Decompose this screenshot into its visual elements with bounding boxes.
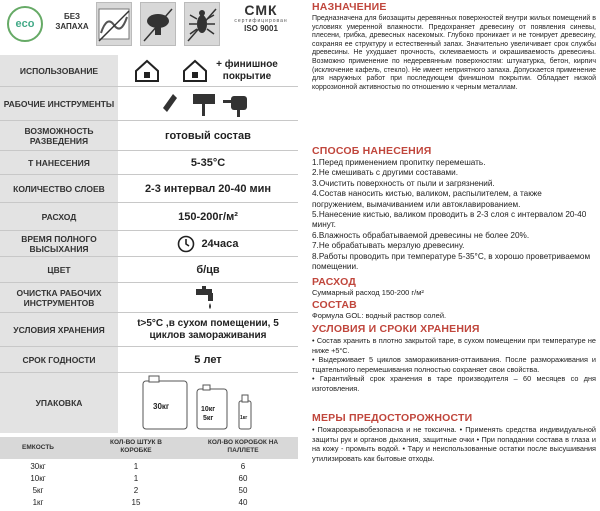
containers-icon — [133, 375, 283, 431]
prop-label: УПАКОВКА — [0, 373, 118, 433]
list-item: 4.Состав наносить кистью, валиком, распылителем, а также погружением, вымачиванием или автоклавированием. — [312, 189, 542, 209]
list-item: • Выдерживает 5 циклов замораживания-оттаивания. После размораживания и тщательного перемешивания полностью сохраняет свои свойства. — [312, 355, 596, 374]
heading-storage: УСЛОВИЯ И СРОКИ ХРАНЕНИЯ — [312, 323, 480, 335]
right-column — [312, 0, 596, 511]
prop-row-consumption — [0, 203, 298, 231]
prop-row-tools — [0, 87, 298, 121]
container-5kg-label: 5кг — [203, 415, 214, 422]
prop-label: ИСПОЛЬЗОВАНИЕ — [0, 55, 118, 86]
drying-value: 24часа — [201, 237, 239, 250]
prop-value — [118, 87, 298, 120]
prop-label: T НАНЕСЕНИЯ — [0, 151, 118, 174]
prop-label: РАСХОД — [0, 203, 118, 230]
consumption-text: Суммарный расход 150-200 г/м² — [312, 288, 424, 297]
container-30kg-label: 30кг — [153, 402, 170, 411]
prop-label: ОЧИСТКА РАБОЧИХ ИНСТРУМЕНТОВ — [0, 283, 118, 312]
heading-method: СПОСОБ НАНЕСЕНИЯ — [312, 145, 432, 157]
table-row: 30кг 1 6 — [30, 462, 246, 471]
heading-composition: СОСТАВ — [312, 299, 357, 311]
table-row: 1кг 15 40 — [32, 498, 248, 507]
prop-label: СРОК ГОДНОСТИ — [0, 347, 118, 372]
list-item: • Гарантийный срок хранения в таре производителя – 60 месяцев со дня изготовления. — [312, 374, 596, 393]
house-icon-2 — [182, 59, 208, 83]
no-smell-badge: БЕЗ ЗАПАХА — [55, 12, 89, 31]
eco-badge — [3, 2, 45, 46]
header-capacity: ЕМКОСТЬ — [22, 444, 54, 451]
list-item: 7.Не обрабатывать мерзлую древесину. — [312, 241, 465, 251]
smk-sub-label: сертифицирован — [234, 18, 288, 24]
composition-text: Формула GOL: водный раствор солей. — [312, 311, 447, 320]
list-item: 8.Работы проводить при температуре 5-35°С, в хорошо проветриваемом помещении. — [312, 251, 591, 272]
iso-label: ISO 9001 — [244, 24, 278, 33]
insect-icon — [184, 2, 220, 46]
tools-icon — [153, 90, 263, 118]
badges-row — [0, 0, 298, 48]
prop-label: ВРЕМЯ ПОЛНОГО ВЫСЫХАНИЯ — [0, 231, 118, 256]
usage-value: + финишное покрытие — [216, 58, 278, 82]
prop-value: б/цв — [196, 263, 220, 276]
eco-leaf-icon — [7, 6, 43, 42]
water-tap-icon — [193, 285, 223, 311]
prop-value: 150-200г/м² — [178, 210, 238, 223]
prop-label: УСЛОВИЯ ХРАНЕНИЯ — [0, 313, 118, 346]
clock-icon — [177, 235, 195, 253]
storage-list — [312, 336, 596, 394]
container-1kg-label: 1кг — [240, 415, 248, 421]
header-pieces-per-box: КОЛ-ВО ШТУК В КОРОБКЕ — [110, 439, 162, 454]
list-item: 3.Очистить поверхность от пыли и загрязнений. — [312, 178, 495, 188]
prop-row-dilution — [0, 121, 298, 151]
list-item: • Состав хранить в плотно закрытой таре, в сухом помещении при температуре не ниже +5°С. — [312, 336, 596, 355]
mold-wood-icon — [96, 2, 132, 46]
heading-consumption: РАСХОД — [312, 276, 357, 288]
packing-table-header — [0, 437, 298, 459]
list-item: 6.Влажность обрабатываемой древесины не более 20%. — [312, 230, 530, 240]
prop-value: 5 лет — [194, 353, 222, 366]
prop-value — [118, 283, 298, 312]
prop-row-storage — [0, 313, 298, 347]
prop-value: 2-3 интервал 20-40 мин — [144, 182, 272, 195]
prop-label: КОЛИЧЕСТВО СЛОЕВ — [0, 175, 118, 202]
list-item: 1.Перед применением пропитку перемешать. — [312, 158, 486, 167]
prop-value — [118, 231, 298, 256]
heading-purpose: НАЗНАЧЕНИЕ — [312, 1, 387, 13]
prop-label: РАБОЧИЕ ИНСТРУМЕНТЫ — [0, 87, 118, 120]
prop-value — [118, 373, 298, 433]
prop-row-cleaning — [0, 283, 298, 313]
prop-label: ВОЗМОЖНОСТЬ РАЗВЕДЕНИЯ — [0, 121, 118, 150]
prop-row-layers — [0, 175, 298, 203]
table-row: 5кг 2 50 — [32, 486, 248, 495]
heading-safety: МЕРЫ ПРЕДОСТОРОЖНОСТИ — [312, 412, 473, 424]
safety-text: • Пожаровзрывобезопасна и не токсична. • Применять средства индивидуальной защиты рук и органов дыхания, защитные очки • При попадании состава в глаза и на кожу - промыть водой. • Тару и неиспользованные остатки после высушивания утилизировать как бытовые отходы. — [312, 425, 596, 463]
header-boxes-per-pallet: КОЛ-ВО КОРОБОК НА ПАЛЛЕТЕ — [207, 439, 279, 454]
list-item: 2.Не смешивать с другими составами. — [312, 168, 458, 178]
prop-value — [118, 55, 298, 86]
prop-value: t>5°С ,в сухом помещении, 5 циклов замораживания — [137, 317, 279, 341]
list-item: 5.Нанесение кистью, валиком проводить в 2-3 слоя с интервалом 20-40 минут. — [312, 210, 587, 230]
smk-label: СМК — [244, 2, 278, 18]
smk-iso-badge — [230, 2, 292, 46]
prop-row-temperature — [0, 151, 298, 175]
container-10kg-label: 10кг — [201, 406, 216, 413]
table-row: 10кг 1 60 — [30, 474, 248, 483]
prop-row-drying — [0, 231, 298, 257]
fungus-icon — [140, 2, 176, 46]
method-list — [312, 158, 596, 272]
left-column — [0, 0, 298, 511]
eco-label: eco — [15, 18, 35, 30]
prop-value: готовый состав — [165, 129, 251, 142]
purpose-text: Предназначена для биозащиты деревянных поверхностей внутри жилых помещений в условиях умеренной влажности. Предохраняет древесину от появления синевы, плесени, грибка, древесных насекомых. Глубоко проникает и не тонирует древесину, сохраняя ее структуру и естественный запах. Значительно увеличивает срок службы древесины. Не ухудшает прочность, склеиваемость и окрашиваемость древесины. Возможно применение по недеревянным поверхностям: штукатурка, бетон, кирпич (исключение кафель, стекло). Не имеет неприятного запаха. Допускается применение для наружных работ при последующем финишном покрытии. Обладает низкой коррозионной активностью по отношению к черным металлам. — [312, 15, 596, 91]
prop-row-packaging — [0, 373, 298, 433]
prop-row-shelf-life — [0, 347, 298, 373]
house-icon — [134, 59, 160, 83]
prop-row-color — [0, 257, 298, 283]
prop-row-usage — [0, 55, 298, 87]
prop-label: ЦВЕТ — [0, 257, 118, 282]
prop-value: 5-35°С — [190, 156, 226, 169]
